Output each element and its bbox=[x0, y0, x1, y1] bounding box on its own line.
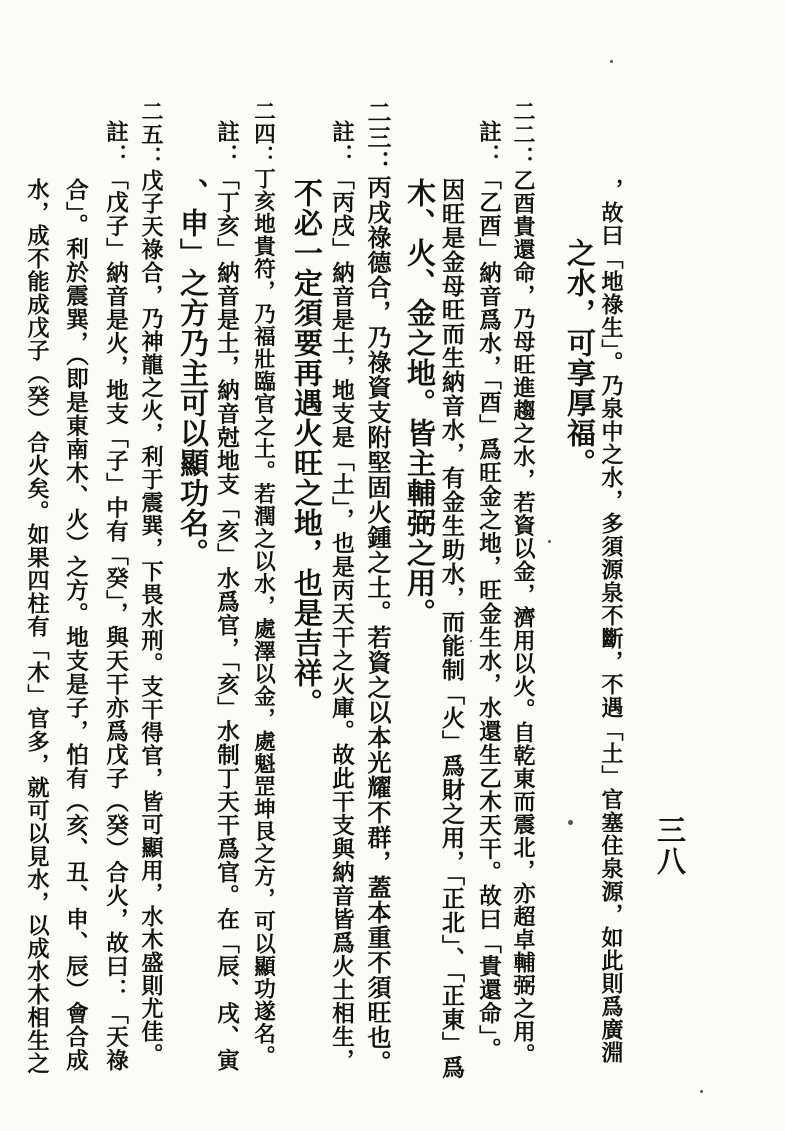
text-column-5: 因旺是金母旺而生納音水，有金生助水，而能制「火」爲財之用，「正北」、「正東」爲 bbox=[438, 178, 465, 1080]
text-column-16: 水，成不能成戊子（癸）合火矣。如果四柱有「木」官多，就可以見水，以成水木相生之 bbox=[24, 178, 50, 1075]
text-column-2: 之水，可享厚福。 bbox=[563, 238, 597, 478]
text-column-14: 註：「戊子」納音是火，地支「子」中有「癸」，與天干亦爲戊子（癸）合火，故曰：「天祿 bbox=[102, 120, 129, 1073]
text-column-1: ，故曰「地祿生」。乃泉中之水，多須源泉不斷，不遇「土」官塞住泉源，如此則爲廣淵 bbox=[598, 178, 624, 1064]
scan-speck bbox=[470, 640, 472, 642]
scan-speck bbox=[548, 540, 551, 543]
text-column-11: 註：「丁亥」納音是土，納音尅地支「亥」水爲官，「亥」水制丁天干爲官。在「辰、戌、寅 bbox=[213, 120, 240, 1073]
scan-speck bbox=[568, 820, 573, 825]
text-column-4: 註：「乙酉」納音爲水，「酉」爲旺金之地，旺金生水，水還生乙木天干。故曰「貴還命」。 bbox=[475, 120, 502, 1061]
text-column-10: 二四：丁亥地貴符，乃福壯臨官之土。若潤之以水，處澤以金，處魁罡坤艮之方，可以顯功遂名。 bbox=[250, 100, 276, 1068]
scan-speck bbox=[610, 60, 613, 63]
text-column-3: 二二：乙酉貴還命，乃母旺進趨之水，若資以金，濟用以火。自乾東而震北，亦超卓輔弼之用。 bbox=[510, 100, 536, 1066]
scan-speck bbox=[700, 1090, 703, 1093]
text-column-13: 二五：戊子天祿合，乃神龍之火，利于震巽，下畏水刑。支干得官，皆可顯用，水木盛則尤佳。 bbox=[138, 100, 164, 1066]
text-column-9: 不必一定須要再遇火旺之地，也是吉祥。 bbox=[290, 178, 324, 718]
text-column-6: 木、火、金之地。皆主輔弼之用。 bbox=[403, 178, 437, 628]
text-column-8: 註：「丙戌」納音是土，地支是「土」，也是丙天干之火庫。故此干支與納音皆爲火土相生， bbox=[328, 120, 355, 1073]
page-number: 三八 bbox=[653, 815, 687, 877]
text-column-15: 合」。利於震巽，（即是東南木、火）之方。地支是子，怕有（亥、丑、申、辰）會合成 bbox=[62, 178, 89, 1072]
text-column-12: 、申」之方乃主可以顯功名。 bbox=[176, 178, 210, 568]
text-column-7: 二三：丙戌祿德合，乃祿資支附堅固火鍾之土。若資之以本光耀不群，蓋本重不須旺也。 bbox=[363, 100, 392, 1075]
